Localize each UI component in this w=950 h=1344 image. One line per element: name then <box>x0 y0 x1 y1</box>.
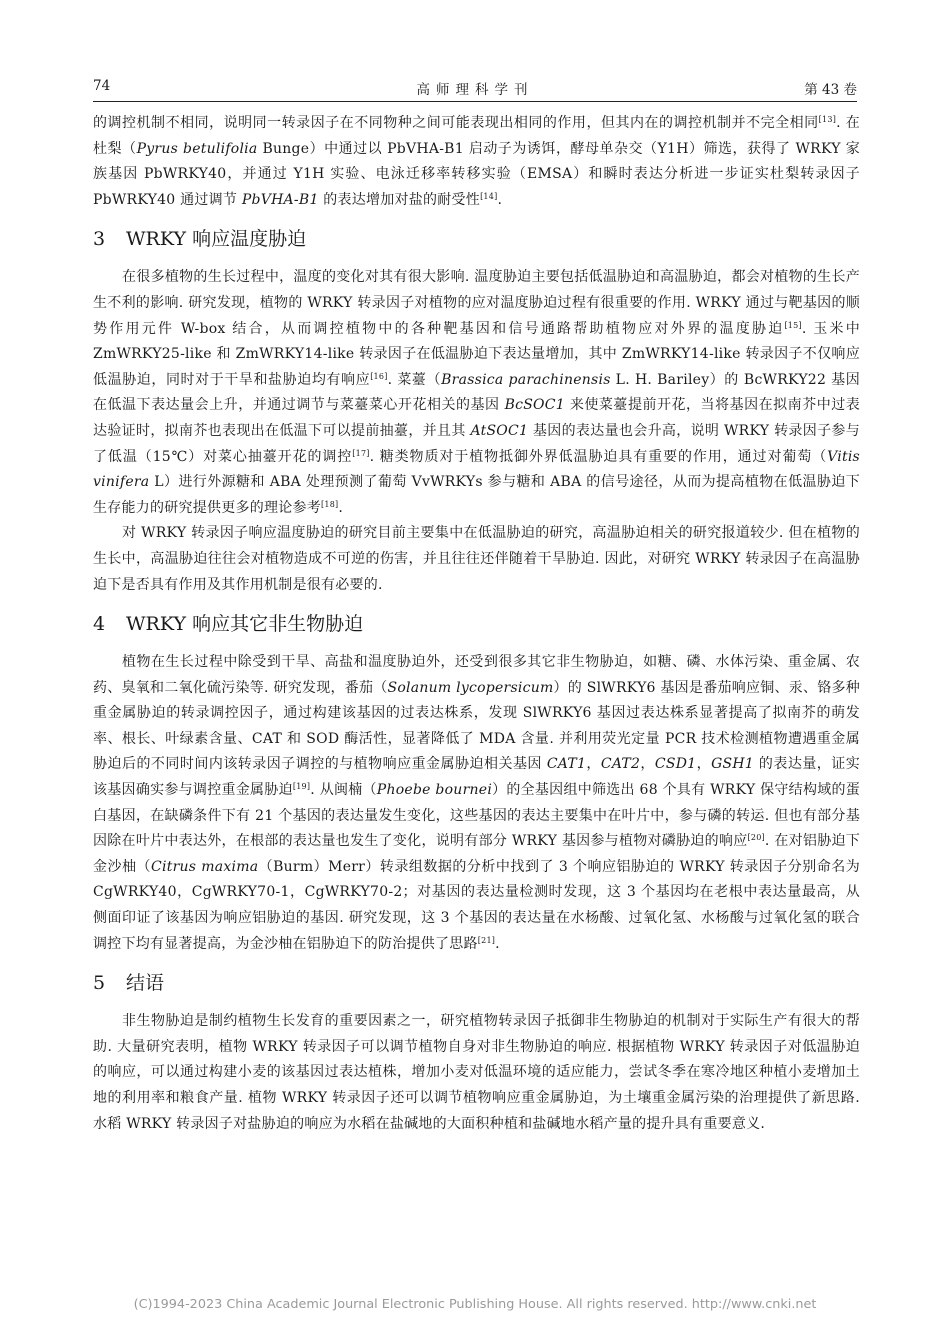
text-run: ， <box>640 756 655 773</box>
paragraph <box>93 650 860 957</box>
text-run: . <box>495 935 500 952</box>
paragraph <box>93 521 860 598</box>
page-header <box>93 78 857 100</box>
text-run: ， <box>696 756 712 773</box>
species-name: Vitis vinifera <box>93 448 860 491</box>
article-body <box>93 111 860 1137</box>
text-run: . 从闽楠（ <box>310 782 377 799</box>
text-run: 的调控机制不相同，说明同一转录因子在不同物种之间可能表现出相同的作用，但其内在的调控机制并不完全相同 <box>93 115 819 131</box>
section-title: WRKY 响应温度胁迫 <box>126 228 307 251</box>
section-number: 5 <box>93 972 106 995</box>
gene-name: CAT1 <box>546 756 587 773</box>
paragraph-continued <box>93 111 860 213</box>
text-run: . 玉米中 ZmWRKY25-like 和 ZmWRKY14-like 转录因子在低温胁迫下表达量增加，其中 ZmWRKY14-like 转录因子不仅响应低温胁迫，同时对于干旱和盐胁迫均有响应 <box>93 320 860 388</box>
citation-ref[interactable]: [18] <box>321 499 339 509</box>
text-run: ）的 SlWRKY6 基因是番茄响应铜、汞、铬多种重金属胁迫的转录调控因子，通过构建该基因的过表达株系，发现 SlWRKY6 基因过表达株系显著提高了拟南芥的萌发率、根长、叶绿素含量、CAT 和 SOD 酶活性，显著降低了 MDA 含量. 并利用荧光定量 PCR 技术检测植物遭遇重金属胁迫后的不同时间内该转录因子调控的与植物响应重金属胁迫相关基因 <box>93 679 860 773</box>
text-run: . 糖类物质对于植物抵御外界低温胁迫具有重要的作用，通过对葡萄（ <box>369 448 828 465</box>
text-run: 植物在生长过程中除受到干旱、高盐和温度胁迫外，还受到很多其它非生物胁迫，如糖、磷、水体污染、重金属、农药、臭氧和二氧化硫污染等. 研究发现，番茄（ <box>93 654 860 696</box>
section-heading-5 <box>93 966 860 1000</box>
gene-name: GSH1 <box>711 756 754 773</box>
header-divider <box>93 101 857 102</box>
volume-label: 第 43 卷 <box>804 82 857 98</box>
citation-ref[interactable]: [17] <box>352 448 370 458</box>
section-heading-4 <box>93 607 860 641</box>
gene-name: BcSOC1 <box>504 397 565 414</box>
species-name: Pyrus betulifolia <box>136 140 258 157</box>
citation-ref[interactable]: [14] <box>480 191 498 201</box>
species-name: Phoebe bournei <box>376 782 493 799</box>
text-run: 对 WRKY 转录因子响应温度胁迫的研究目前主要集中在低温胁迫的研究，高温胁迫相关的研究报道较少. 但在植物的生长中，高温胁迫往往会对植物造成不可逆的伤害，并且往往还伴随着干旱胁迫. 因此，对研究 WRKY 转录因子在高温胁迫下是否具有作用及其作用机制是很有必要的. <box>93 525 860 593</box>
citation-ref[interactable]: [19] <box>292 782 311 792</box>
citation-ref[interactable]: [21] <box>477 935 496 945</box>
text-run: 来使菜薹提前开花，当将基因在拟南芥中过表达验证时，拟南芥也表现出在低温下可以提前抽薹，并且其 <box>93 397 861 439</box>
journal-title: 高师理科学刊 <box>416 82 534 98</box>
text-run: 非生物胁迫是制约植物生长发育的重要因素之一，研究植物转录因子抵御非生物胁迫的机制对于实际生产有很大的帮助. 大量研究表明，植物 WRKY 转录因子可以调节植物自身对非生物胁迫的响应. 根据植物 WRKY 转录因子对低温胁迫的响应，可以通过构建小麦的该基因过表达植株，增加小麦对低温环境的适应能力，尝试冬季在寒冷地区种植小麦增加土地的利用率和粮食产量. 植物 WRKY 转录因子还可以调节植物响应重金属胁迫，为土壤重金属污染的治理提供了新思路. 水稻 WRKY 转录因子对盐胁迫的响应为水稻在盐碱地的大面积种植和盐碱地水稻产量的提升具有重要意义. <box>93 1013 860 1132</box>
paragraph <box>93 1009 860 1137</box>
text-run: Bunge）中通过以 PbVHA-B1 启动子为诱饵，酵母单杂交（Y1H）筛选，获得了 WRKY 家族基因 PbWRKY40，并通过 Y1H 实验、电泳迁移率转移实验（EMSA）和瞬时表达分析进一步证实杜梨转录因子 PbWRKY40 通过调节 <box>93 140 861 208</box>
text-run: L）进行外源糖和 ABA 处理预测了葡萄 VvWRKYs 参与糖和 ABA 的信号途径，从而为提高植物在低温胁迫下生存能力的研究提供更多的理论参考 <box>93 474 860 516</box>
gene-name: AtSOC1 <box>470 422 529 439</box>
section-number: 3 <box>93 228 106 251</box>
text-run: （Burm）Merr）转录组数据的分析中找到了 3 个响应铝胁迫的 WRKY 转录因子分别命名为 CgWRKY40，CgWRKY70-1，CgWRKY70-2；对基因的表达量检测时发现，这 3 个基因均在老根中表达量最高，从侧面印证了该基因为响应铝胁迫的基因. 研究发现，这 3 个基因的表达量在水杨酸、过氧化氢、水杨酸与过氧化氢的联合调控下均有显著提高，为金沙柚在铝胁迫下的防治提供了思路 <box>93 858 861 952</box>
gene-name: CAT2 <box>600 756 641 773</box>
text-run: 的表达量，证实该基因确实参与调控重金属胁迫 <box>93 756 861 799</box>
section-number: 4 <box>93 613 106 636</box>
species-name: Solanum lycopersicum <box>387 679 554 696</box>
text-run: ）的全基因组中筛选出 68 个具有 WRKY 保守结构域的蛋白基因，在缺磷条件下有 21 个基因的表达量发生变化，这些基因的表达主要集中在叶片中，参与磷的转运. 但也有部分基因除在叶片中表达外，在根部的表达量也发生了变化，说明有部分 WRKY 基因参与植物对磷胁迫的响应 <box>93 782 861 850</box>
copyright-footer: (C)1994-2023 China Academic Journal Electronic Publishing House. All rights reserved. http://www.cnki.net <box>133 1297 817 1312</box>
paragraph <box>93 265 860 521</box>
text-run: . <box>338 499 344 516</box>
gene-name: PbVHA-B1 <box>241 191 319 208</box>
species-name: Citrus maxima <box>151 858 259 875</box>
citation-ref[interactable]: [15] <box>784 320 802 330</box>
text-run: 在很多植物的生长过程中，温度的变化对其有很大影响. 温度胁迫主要包括低温胁迫和高温胁迫，都会对植物的生长产生不利的影响. 研究发现，植物的 WRKY 转录因子对植物的应对温度胁迫过程有很重要的作用. WRKY 通过与靶基因的顺势作用元件 W-box 结合，从而调控植物中的各种靶基因和信号通路帮助植物应对外界的温度胁迫 <box>93 269 860 337</box>
text-run: . 在杜梨（ <box>93 115 860 157</box>
text-run: 的表达增加对盐的耐受性 <box>318 191 481 208</box>
citation-ref[interactable]: [13] <box>818 115 837 124</box>
section-heading-3 <box>93 222 860 256</box>
section-title: 结语 <box>126 972 165 995</box>
citation-ref[interactable]: [16] <box>370 371 388 381</box>
text-run: ， <box>586 756 601 773</box>
species-name: Brassica parachinensis <box>441 371 611 388</box>
text-run: 基因的表达量也会升高，说明 WRKY 转录因子参与了低温（15℃）对菜心抽薹开花的调控 <box>93 422 860 465</box>
text-run: . 菜薹（ <box>387 371 442 388</box>
section-title: WRKY 响应其它非生物胁迫 <box>126 613 364 636</box>
gene-name: CSD1 <box>654 756 697 773</box>
text-run: . <box>497 191 503 208</box>
text-run: . 在对铝胁迫下金沙柚（ <box>93 833 861 875</box>
citation-ref[interactable]: [20] <box>747 833 765 843</box>
text-run: L. H. Bariley）的 BcWRKY22 基因在低温下表达量会上升，并通过调节与菜薹菜心开花相关的基因 <box>93 371 861 414</box>
page-number: 74 <box>93 78 111 94</box>
